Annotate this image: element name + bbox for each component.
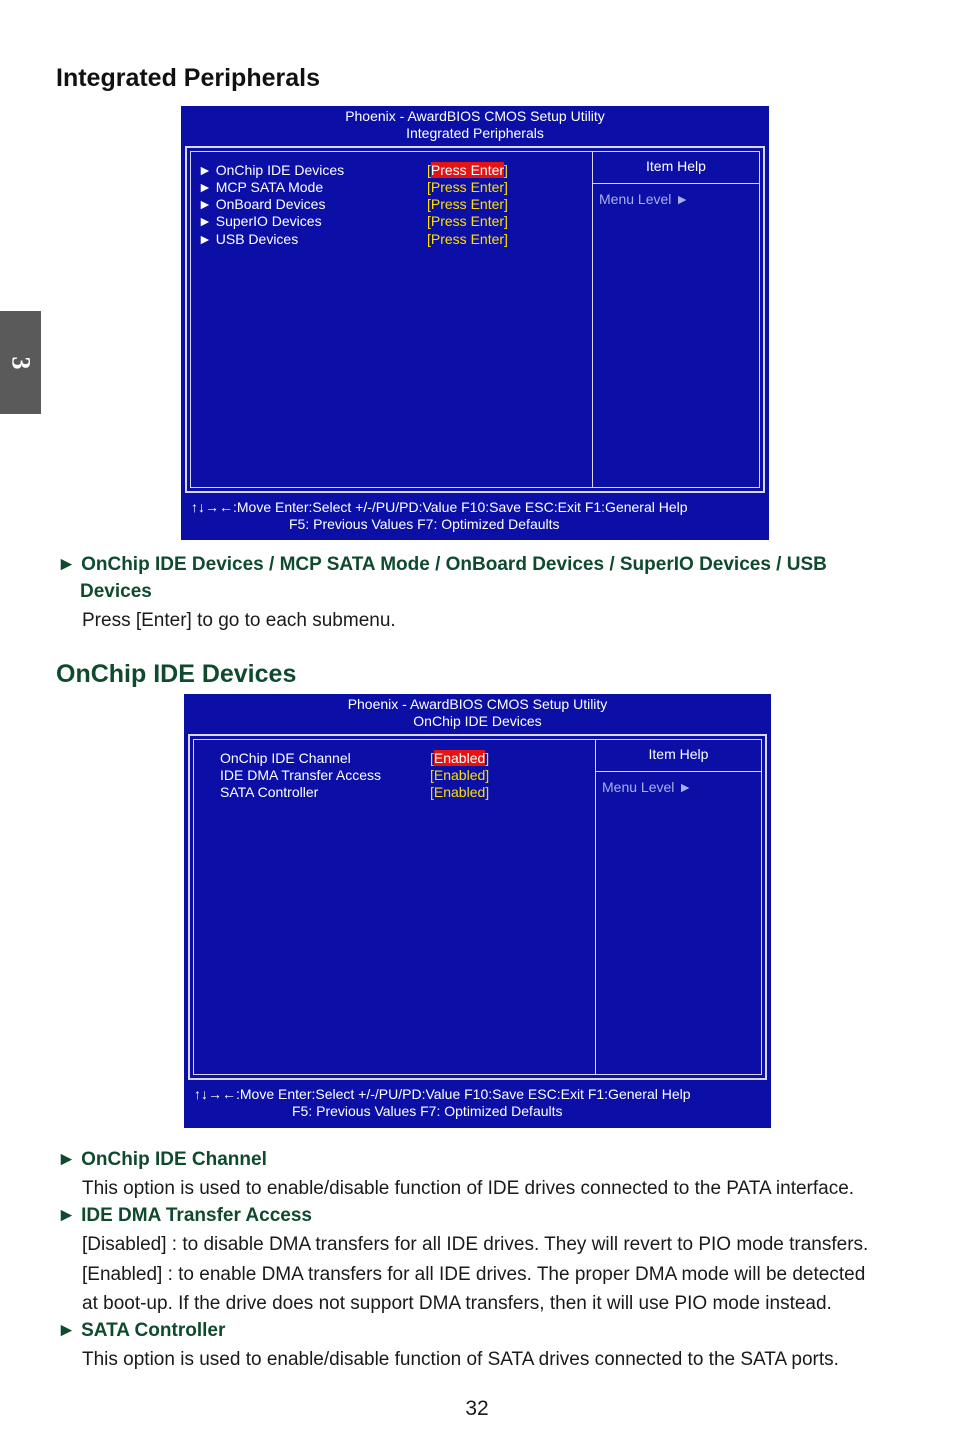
bios-frame [185, 146, 765, 493]
bios-item-superio[interactable]: ► SuperIO Devices [198, 213, 322, 229]
item-help-title: Item Help [593, 152, 759, 184]
bios-value-onchip-ide-channel[interactable]: [Enabled] [430, 750, 490, 766]
item-help-panel [595, 740, 761, 1074]
bios-item-onchip-ide[interactable]: ► OnChip IDE Devices [198, 162, 345, 178]
bios-title: Phoenix - AwardBIOS CMOS Setup Utility OnChip IDE Devices [347, 696, 608, 729]
option-heading-onchip-ide-channel: ► OnChip IDE Channel [57, 1149, 267, 1170]
bios-value-ide-dma[interactable]: [Enabled] [430, 767, 490, 783]
bios-inner-frame [193, 739, 762, 1075]
bios-value-mcp-sata[interactable]: [Press Enter] [427, 179, 508, 195]
section-heading-onchip-ide: OnChip IDE Devices [56, 660, 297, 688]
bios-footer-keys: ↑↓→←:Move Enter:Select +/-/PU/PD:Value F10:Save ESC:Exit F1:General Help [194, 1086, 691, 1102]
page-number: 32 [465, 1397, 489, 1420]
bios-title: Phoenix - AwardBIOS CMOS Setup Utility Integrated Peripherals [345, 108, 605, 141]
bios-item-mcp-sata[interactable]: ► MCP SATA Mode [198, 179, 324, 195]
option-text-ide-dma-disabled: [Disabled] : to disable DMA transfers for all IDE drives. They will revert to PIO mode transfers. [82, 1234, 869, 1255]
bios-value-superio[interactable]: [Press Enter] [427, 213, 508, 229]
option-heading-sata-controller: ► SATA Controller [57, 1320, 226, 1341]
menu-level: Menu Level ► [599, 191, 690, 207]
bios-item-sata-controller[interactable]: SATA Controller [220, 784, 319, 800]
bios-footer-defaults: F5: Previous Values F7: Optimized Defaults [292, 1103, 563, 1119]
item-help-title: Item Help [596, 740, 761, 772]
option-text-ide-dma-enabled: [Enabled] : to enable DMA transfers for all IDE drives. The proper DMA mode will be detected [82, 1264, 866, 1285]
bios-screen-onchip-ide [184, 694, 771, 1128]
bios-value-onchip-ide[interactable]: [Press Enter] [427, 162, 508, 178]
chapter-tab [0, 311, 41, 414]
menu-level: Menu Level ► [602, 779, 693, 795]
bios-value-sata-controller[interactable]: [Enabled] [430, 784, 490, 800]
bios-frame [188, 734, 767, 1080]
item-help-panel [592, 152, 759, 487]
chapter-number: 3 [6, 356, 36, 369]
bios-screen-integrated-peripherals [181, 106, 769, 540]
desc-text-submenus: Press [Enter] to go to each submenu. [82, 610, 396, 631]
bios-value-usb[interactable]: [Press Enter] [427, 231, 508, 247]
option-text-ide-dma-enabled-cont: at boot-up. If the drive does not support DMA transfers, then it will use PIO mode instead. [82, 1293, 832, 1314]
desc-heading-submenus: ► OnChip IDE Devices / MCP SATA Mode / OnBoard Devices / SuperIO Devices / USB Devices [57, 554, 827, 602]
page-heading: Integrated Peripherals [56, 64, 320, 92]
option-text-sata-controller: This option is used to enable/disable function of SATA drives connected to the SATA ports. [82, 1349, 839, 1370]
bios-item-usb[interactable]: ► USB Devices [198, 231, 299, 247]
bios-item-ide-dma[interactable]: IDE DMA Transfer Access [220, 767, 382, 783]
bios-footer-keys: ↑↓→←:Move Enter:Select +/-/PU/PD:Value F10:Save ESC:Exit F1:General Help [191, 499, 688, 515]
bios-item-onboard[interactable]: ► OnBoard Devices [198, 196, 326, 212]
bios-value-onboard[interactable]: [Press Enter] [427, 196, 508, 212]
option-heading-ide-dma: ► IDE DMA Transfer Access [57, 1205, 312, 1226]
bios-inner-frame [190, 151, 760, 488]
bios-footer-defaults: F5: Previous Values F7: Optimized Defaults [289, 516, 560, 532]
bios-item-onchip-ide-channel[interactable]: OnChip IDE Channel [220, 750, 351, 766]
option-text-onchip-ide-channel: This option is used to enable/disable function of IDE drives connected to the PATA interface. [82, 1178, 855, 1199]
